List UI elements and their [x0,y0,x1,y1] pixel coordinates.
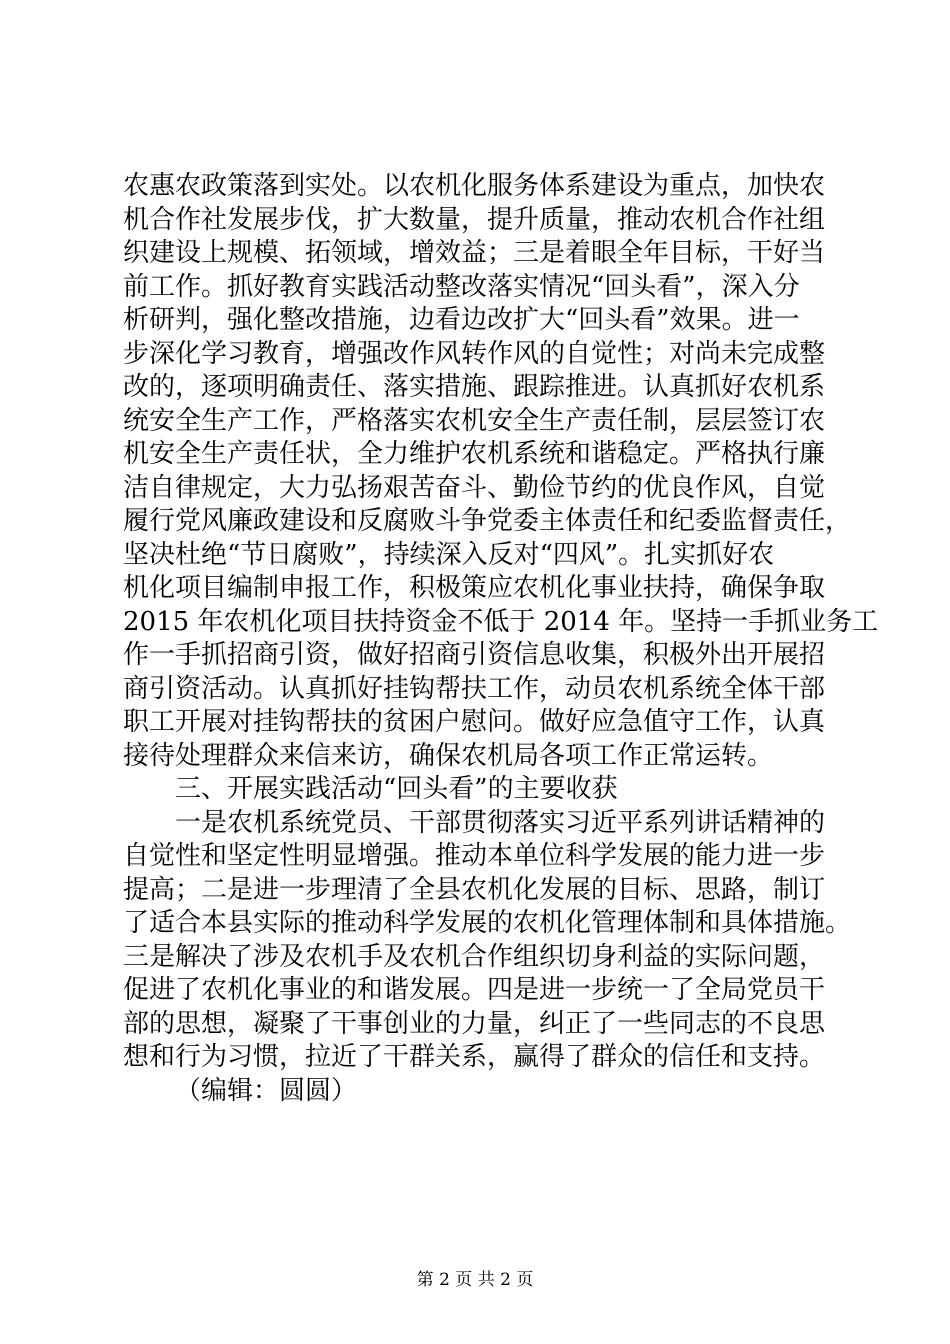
text-line: 农惠农政策落到实处。以农机化服务体系建设为重点，加快农 [123,171,826,201]
text-line: 想和行为习惯，拉近了干群关系，赢得了群众的信任和支持。 [123,1042,826,1072]
text-line: 析研判，强化整改措施，边看边改扩大“回头看”效果。进一 [123,305,800,335]
editor-note: （编辑：圆圆） [175,1075,358,1106]
text-line: 自觉性和坚定性明显增强。推动本单位科学发展的能力进一步 [123,841,826,871]
text-line: 部的思想，凝聚了干事创业的力量，纠正了一些同志的不良思 [123,1008,826,1039]
text-line: 履行党风廉政建设和反腐败斗争党委主体责任和纪委监督责任， [123,506,852,536]
text-line: 2015 年农机化项目扶持资金不低于 2014 年。坚持一手抓业务工 [123,606,879,637]
text-line: 洁自律规定，大力弘扬艰苦奋斗、勤俭节约的优良作风，自觉 [123,472,826,503]
text-line: 改的，逐项明确责任、落实措施、跟踪推进。认真抓好农机系 [123,372,826,402]
text-line: 步深化学习教育，增强改作风转作风的自觉性；对尚未完成整 [123,338,826,369]
text-line: 职工开展对挂钩帮扶的贫困户慰问。做好应急值守工作，认真 [123,707,826,737]
text-line: 提高；二是进一步理清了全县农机化发展的目标、思路，制订 [123,874,826,905]
text-line: 了适合本县实际的推动科学发展的农机化管理体制和具体措施。 [123,908,852,938]
page-footer [0,1270,950,1290]
text-line: 坚决杜绝“节日腐败”，持续深入反对“四风”。扎实抓好农 [123,539,775,570]
text-line: 织建设上规模、拓领域，增效益；三是着眼全年目标，干好当 [123,238,826,268]
text-line: 机化项目编制申报工作，积极策应农机化事业扶持，确保争取 [123,573,826,603]
text-line: 接待处理群众来信来访，确保农机局各项工作正常运转。 [123,740,774,771]
text-line: 机合作社发展步伐，扩大数量，提升质量，推动农机合作社组 [123,204,826,235]
text-line: 作一手抓招商引资，做好招商引资信息收集，积极外出开展招 [123,640,826,670]
text-line: 一是农机系统党员、干部贯彻落实习近平系列讲话精神的 [175,807,826,838]
text-line: 三是解决了涉及农机手及农机合作组织切身利益的实际问题， [123,941,826,972]
text-line: 机安全生产责任状，全力维护农机系统和谐稳定。严格执行廉 [123,439,826,469]
text-line: 前工作。抓好教育实践活动整改落实情况“回头看”，深入分 [123,271,800,302]
text-line: 统安全生产工作，严格落实农机安全生产责任制，层层签订农 [123,405,826,436]
section-heading: 三、开展实践活动“回头看”的主要收获 [175,774,618,804]
text-line: 促进了农机化事业的和谐发展。四是进一步统一了全局党员干 [123,975,826,1005]
page-number: 第 2 页 共 2 页 [416,1270,534,1290]
text-line: 商引资活动。认真抓好挂钩帮扶工作，动员农机系统全体干部 [123,673,826,704]
document-body [123,170,879,1108]
